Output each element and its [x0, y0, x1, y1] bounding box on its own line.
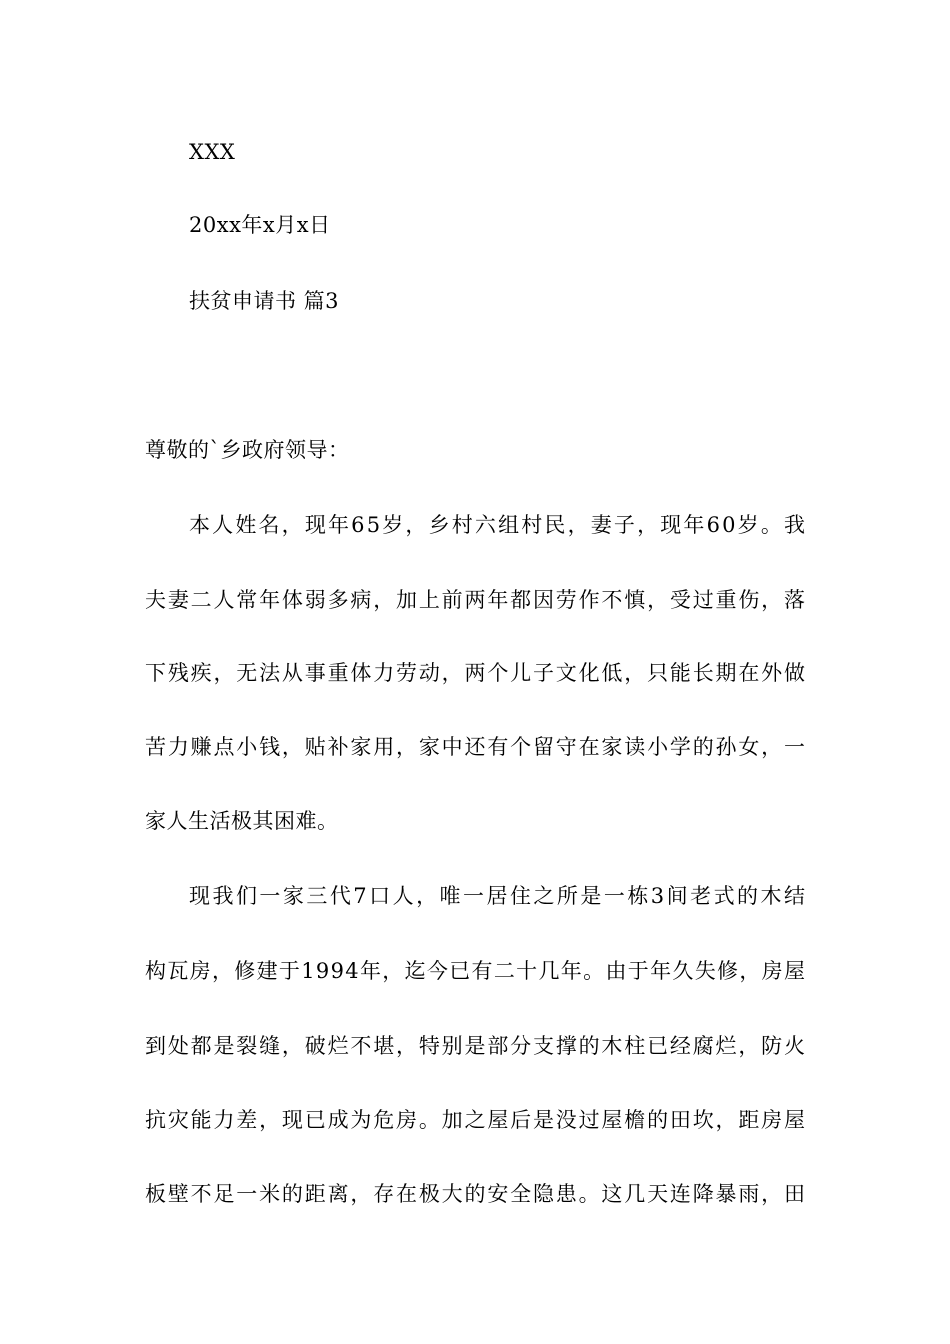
paragraph-1-line-2	[145, 590, 805, 611]
section-title: 扶贫申请书 篇3	[189, 289, 340, 313]
paragraph-2-line-4	[145, 1110, 805, 1131]
signature-name: XXX	[189, 140, 236, 164]
paragraph-1-line-1	[189, 513, 808, 537]
paragraph-2-line-1-text: 现我们一家三代7口人，唯一居住之所是一栋3间老式的木结	[189, 884, 808, 908]
paragraph-2-line-3-text: 到处都是裂缝，破烂不堪，特别是部分支撑的木柱已经腐烂，防火	[145, 1034, 807, 1058]
paragraph-1-line-1-text: 本人姓名，现年65岁，乡村六组村民，妻子，现年60岁。我	[189, 513, 808, 537]
paragraph-1-line-2-text: 夫妻二人常年体弱多病，加上前两年都因劳作不慎，受过重伤，落	[145, 588, 807, 612]
paragraph-2-line-1	[189, 884, 808, 908]
paragraph-1-line-4	[145, 737, 805, 758]
salutation: 尊敬的`乡政府领导：	[145, 438, 350, 462]
paragraph-1-line-4-text: 苦力赚点小钱，贴补家用，家中还有个留守在家读小学的孙女，一	[145, 735, 807, 759]
paragraph-2-line-2-text: 构瓦房，修建于1994年，迄今已有二十几年。由于年久失修，房屋	[145, 959, 807, 983]
paragraph-1-line-3-text: 下残疾，无法从事重体力劳动，两个儿子文化低，只能长期在外做	[145, 661, 807, 685]
paragraph-2-line-5-text: 板壁不足一米的距离，存在极大的安全隐患。这几天连降暴雨，田	[145, 1182, 807, 1206]
signature-date: 20xx年x月x日	[189, 213, 331, 237]
paragraph-2-line-5	[145, 1184, 805, 1205]
paragraph-1-line-5: 家人生活极其困难。	[145, 809, 339, 833]
paragraph-2-line-4-text: 抗灾能力差，现已成为危房。加之屋后是没过屋檐的田坎，距房屋	[145, 1108, 807, 1132]
paragraph-2-line-3	[145, 1036, 805, 1057]
paragraph-2-line-2	[145, 961, 805, 982]
paragraph-1-line-3	[145, 663, 805, 684]
